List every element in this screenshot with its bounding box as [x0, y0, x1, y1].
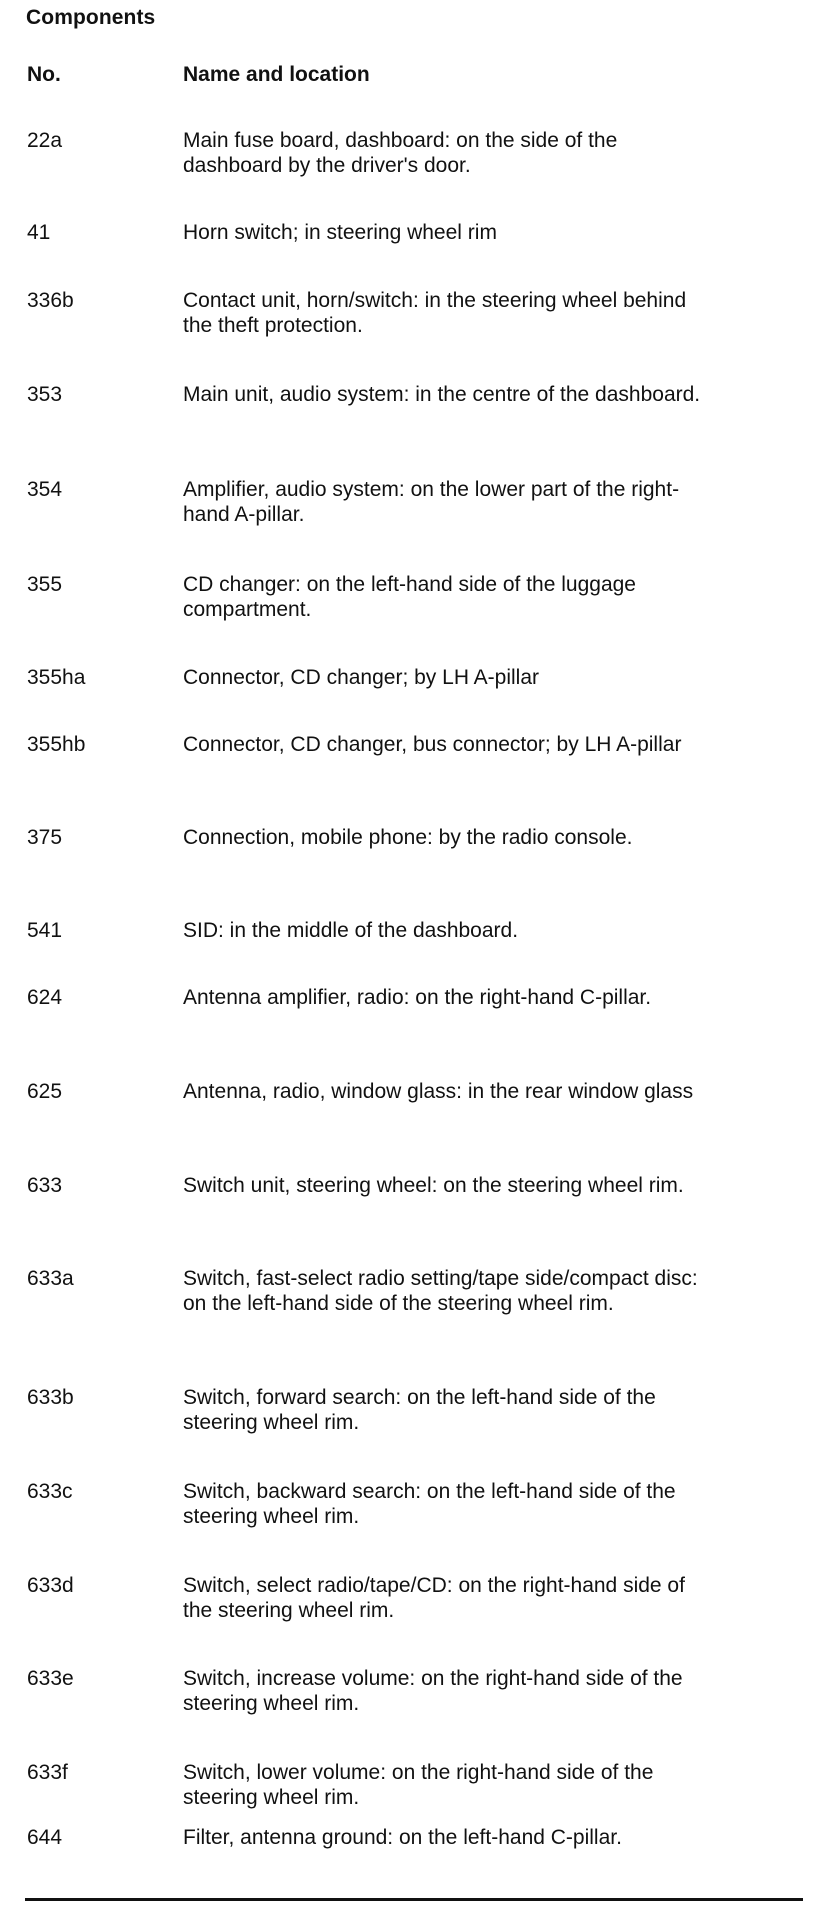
- component-description: Amplifier, audio system: on the lower part of the right-hand A-pillar.: [183, 478, 680, 526]
- component-description: Switch, select radio/tape/CD: on the right-hand side of the steering wheel rim.: [183, 1574, 685, 1622]
- component-description: Main fuse board, dashboard: on the side of the dashboard by the driver's door.: [183, 129, 618, 177]
- component-number: 41: [27, 221, 51, 244]
- component-number: 354: [27, 478, 63, 501]
- section-title: Components: [26, 6, 156, 29]
- component-description: Connector, CD changer, bus connector; by LH A-pillar: [183, 733, 682, 756]
- component-number: 624: [27, 986, 63, 1009]
- component-description: Filter, antenna ground: on the left-hand C-pillar.: [183, 1826, 622, 1849]
- component-description: Antenna amplifier, radio: on the right-hand C-pillar.: [183, 986, 652, 1009]
- component-number: 355hb: [27, 733, 86, 756]
- component-number: 633: [27, 1174, 63, 1197]
- component-description: Connector, CD changer; by LH A-pillar: [183, 666, 540, 689]
- component-description: CD changer: on the left-hand side of the luggage compartment.: [183, 573, 636, 621]
- component-number: 633e: [27, 1667, 74, 1690]
- component-number: 375: [27, 826, 63, 849]
- component-number: 633b: [27, 1386, 74, 1409]
- component-number: 633a: [27, 1267, 74, 1290]
- component-number: 633d: [27, 1574, 74, 1597]
- component-description: SID: in the middle of the dashboard.: [183, 919, 519, 942]
- component-number: 633c: [27, 1480, 73, 1503]
- component-description: Switch unit, steering wheel: on the steering wheel rim.: [183, 1174, 684, 1197]
- component-description: Antenna, radio, window glass: in the rear window glass: [183, 1080, 694, 1103]
- component-number: 22a: [27, 129, 63, 152]
- component-number: 633f: [27, 1761, 68, 1784]
- bottom-divider: [25, 1898, 803, 1901]
- component-description: Switch, backward search: on the left-hand side of the steering wheel rim.: [183, 1480, 676, 1528]
- component-number: 353: [27, 383, 63, 406]
- component-description: Switch, forward search: on the left-hand side of the steering wheel rim.: [183, 1386, 656, 1434]
- component-number: 336b: [27, 289, 74, 312]
- column-header-name: Name and location: [183, 63, 370, 86]
- component-number: 355ha: [27, 666, 86, 689]
- component-description: Switch, lower volume: on the right-hand side of the steering wheel rim.: [183, 1761, 654, 1809]
- component-number: 625: [27, 1080, 63, 1103]
- component-number: 541: [27, 919, 63, 942]
- component-description: Switch, fast-select radio setting/tape side/compact disc: on the left-hand side of the steering wheel rim.: [183, 1267, 698, 1315]
- component-number: 644: [27, 1826, 63, 1849]
- component-description: Horn switch; in steering wheel rim: [183, 221, 497, 244]
- component-description: Switch, increase volume: on the right-hand side of the steering wheel rim.: [183, 1667, 683, 1715]
- column-header-no: No.: [27, 63, 61, 86]
- component-description: Contact unit, horn/switch: in the steering wheel behind the theft protection.: [183, 289, 687, 337]
- component-number: 355: [27, 573, 63, 596]
- component-description: Main unit, audio system: in the centre of the dashboard.: [183, 383, 701, 406]
- component-description: Connection, mobile phone: by the radio console.: [183, 826, 633, 849]
